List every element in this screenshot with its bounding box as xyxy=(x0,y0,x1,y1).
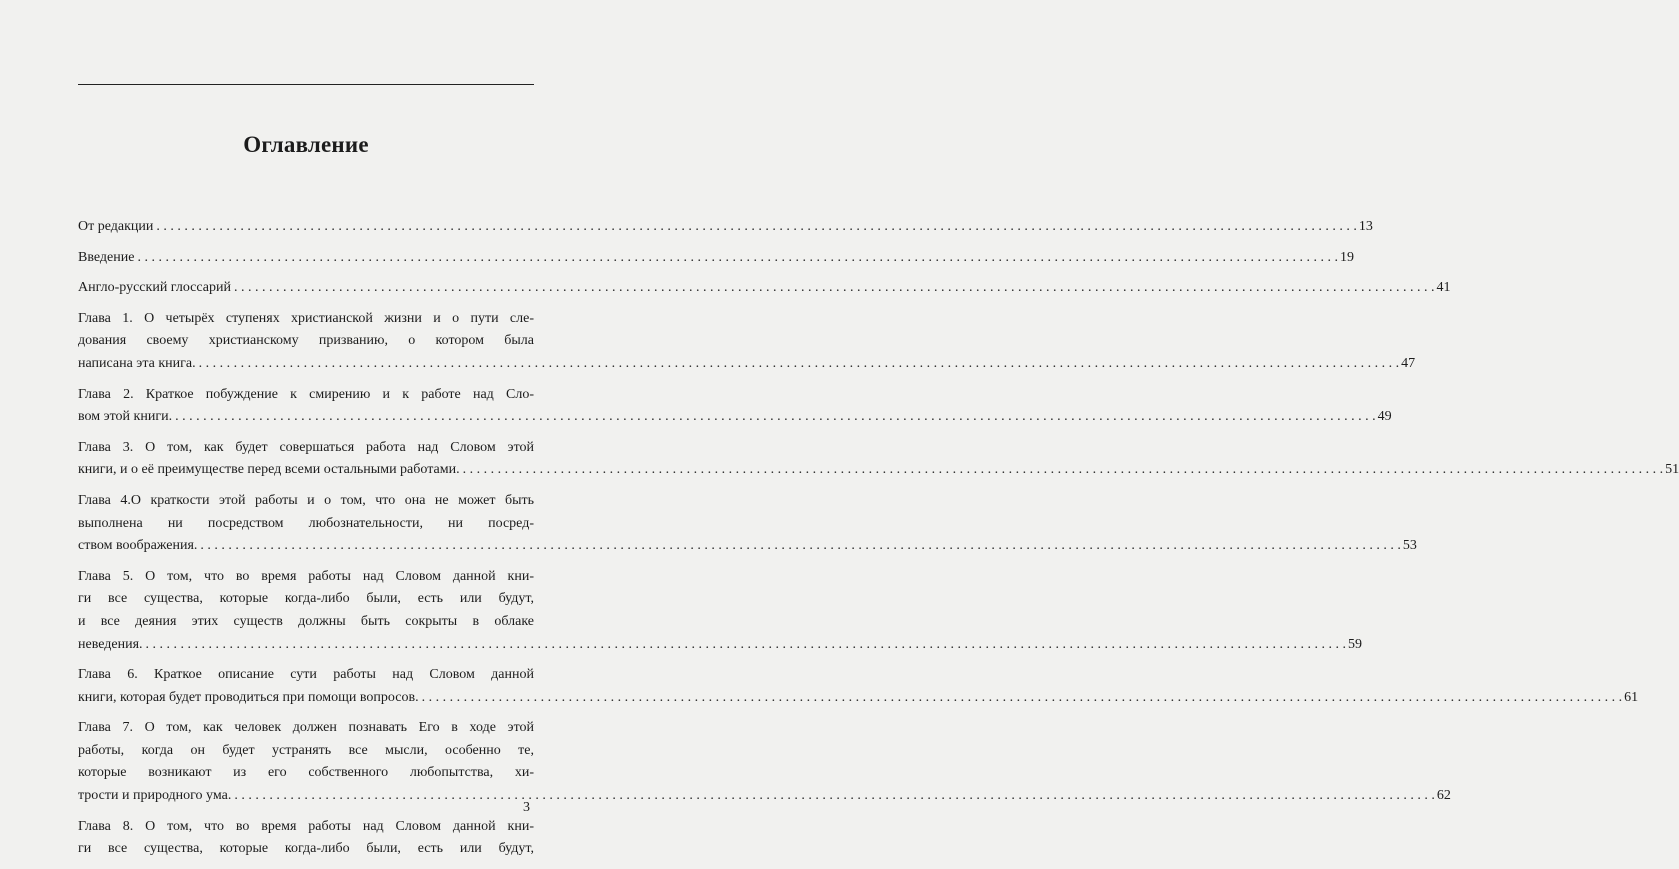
toc-entry[interactable] xyxy=(78,216,1373,239)
toc-entry[interactable] xyxy=(78,816,534,861)
toc-entry-line: дования своему христианскому призванию, о котором была xyxy=(78,333,534,349)
toc-entry[interactable] xyxy=(78,308,1416,376)
dot-leader xyxy=(234,277,1435,300)
toc-entry-line xyxy=(78,277,1451,300)
dot-leader xyxy=(234,785,1435,808)
toc-entry-line: Глава 7. О том, как человек должен познавать Его в ходе этой xyxy=(78,720,534,736)
toc-page-number: 13 xyxy=(1358,219,1373,234)
toc-entry-line: Глава 3. О том, как будет совершаться работа над Словом этой xyxy=(78,439,534,455)
toc-entry-line xyxy=(78,406,1392,429)
toc-entry[interactable] xyxy=(78,664,1639,709)
toc-entry-line xyxy=(78,535,1417,558)
toc-page-number: 49 xyxy=(1377,409,1392,425)
toc-page-number: 59 xyxy=(1348,636,1363,652)
toc-entry-text: ством воображения. xyxy=(78,538,198,554)
toc-entry-text: Введение xyxy=(78,249,135,265)
page-number: 3 xyxy=(523,800,530,815)
toc-entry-line: работы, когда он будет устранять все мысли, особенно те, xyxy=(78,742,534,758)
dot-leader xyxy=(137,247,1338,270)
toc-entry-line xyxy=(78,687,1639,710)
toc-entry-line: Глава 1. О четырёх ступенях христианской жизни и о пути сле- xyxy=(78,310,534,326)
toc-entry-line: ги все существа, которые когда-либо были, есть или будут, xyxy=(78,591,534,607)
toc-entry[interactable] xyxy=(78,437,1679,482)
toc-entry-line xyxy=(78,353,1416,376)
toc-entry-text: написана эта книга. xyxy=(78,355,196,371)
toc-page-number: 62 xyxy=(1436,788,1451,804)
toc-entry-text: неведения. xyxy=(78,636,143,652)
toc-page-number: 61 xyxy=(1624,689,1639,705)
toc-entry-text: книги, которая будет проводиться при помощи вопросов. xyxy=(78,689,419,705)
table-of-contents xyxy=(78,216,1679,869)
dot-leader xyxy=(175,406,1376,429)
toc-page-number: 47 xyxy=(1401,355,1416,371)
dot-leader xyxy=(199,353,1400,376)
toc-entry[interactable] xyxy=(78,384,1392,429)
toc-entry-text: трости и природного ума. xyxy=(78,788,232,804)
dot-leader xyxy=(156,216,1357,239)
toc-entry-text: вом этой книги. xyxy=(78,409,173,425)
page-title: Оглавление xyxy=(243,132,369,157)
toc-entry-line: Глава 6. Краткое описание сути работы над Словом данной xyxy=(78,667,534,683)
toc-entry-line: и все деяния этих существ должны быть сокрыты в облаке xyxy=(78,613,534,629)
toc-page-number: 41 xyxy=(1436,280,1451,296)
dot-leader xyxy=(422,687,1623,710)
toc-entry-line: выполнена ни посредством любознательности, ни посред- xyxy=(78,515,534,531)
toc-entry-line xyxy=(78,785,1451,808)
toc-entry-line: ги все существа, которые когда-либо были, есть или будут, xyxy=(78,841,534,857)
toc-page-number: 51 xyxy=(1665,462,1679,478)
toc-entry-text: книги, и о её преимуществе перед всеми остальными работами. xyxy=(78,462,460,478)
toc-entry-line: Глава 8. О том, что во время работы над Словом данной кни- xyxy=(78,818,534,834)
toc-entry-line: Глава 4.О краткости этой работы и о том, что она не может быть xyxy=(78,492,534,508)
toc-entry[interactable] xyxy=(78,717,1451,807)
toc-entry-line xyxy=(78,247,1354,270)
toc-page-number: 53 xyxy=(1402,538,1417,554)
toc-entry[interactable] xyxy=(78,566,1363,656)
toc-entry-text: От редакции xyxy=(78,219,154,234)
toc-entry-line xyxy=(78,459,1679,482)
toc-entry[interactable] xyxy=(78,490,1417,558)
header-rule xyxy=(78,84,534,85)
toc-entry-text: Англо-русский глоссарий xyxy=(78,280,231,296)
dot-leader xyxy=(200,535,1401,558)
toc-page-number: 19 xyxy=(1339,249,1354,265)
toc-entry-line xyxy=(78,634,1363,657)
toc-entry-line: Глава 2. Краткое побуждение к смирению и к работе над Сло- xyxy=(78,386,534,402)
toc-entry-line xyxy=(78,216,1373,239)
toc-entry-line: Глава 5. О том, что во время работы над Словом данной кни- xyxy=(78,568,534,584)
dot-leader xyxy=(146,634,1347,657)
toc-entry-line: которые возникают из его собственного любопытства, хи- xyxy=(78,765,534,781)
dot-leader xyxy=(463,459,1664,482)
toc-entry[interactable] xyxy=(78,247,1354,270)
toc-entry[interactable] xyxy=(78,277,1451,300)
